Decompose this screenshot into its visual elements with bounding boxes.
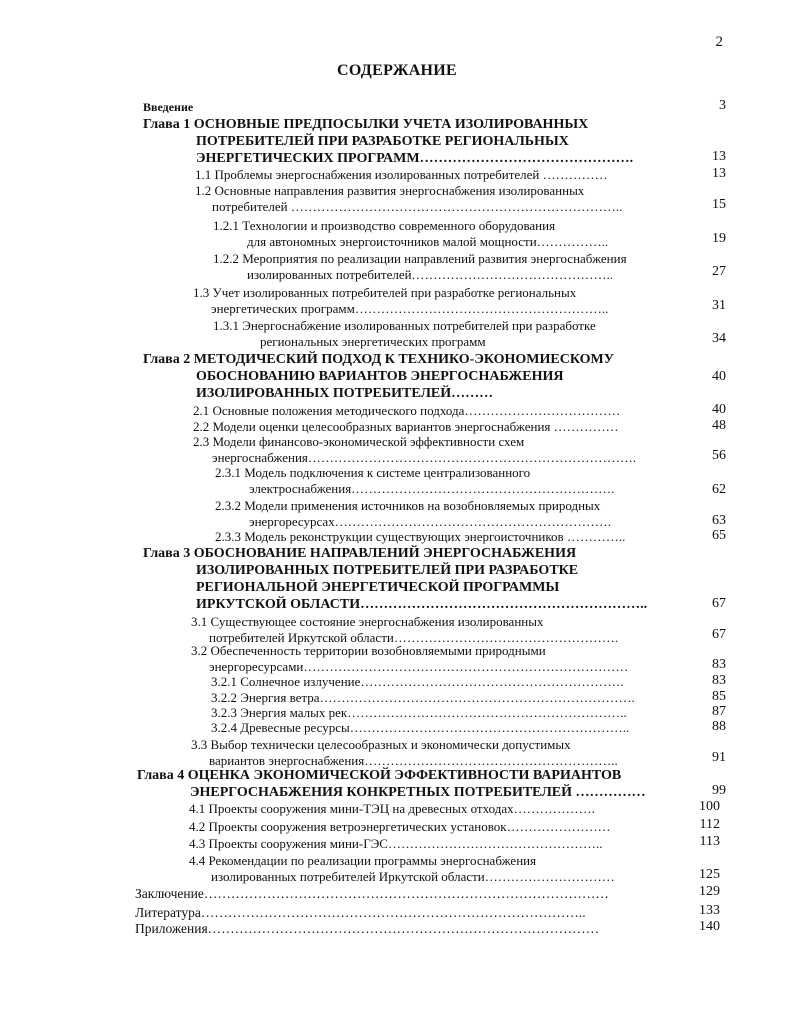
toc-section-3-2-3 [211, 705, 627, 721]
toc-entry-text: ПОТРЕБИТЕЛЕЙ ПРИ РАЗРАБОТКЕ РЕГИОНАЛЬНЫХ [196, 134, 569, 149]
toc-entry-text: 3.2.4 Древесные ресурсы……………………………………………………….. [211, 720, 630, 735]
toc-entry-text: 3.1 Существующее состояние энергоснабжения изолированных [191, 614, 544, 629]
toc-entry-text: энергоресурсами………………………………………………………………… [209, 659, 629, 674]
toc-section-1-2-1 [213, 218, 608, 250]
toc-entry-text: Глава 4 ОЦЕНКА ЭКОНОМИЧЕСКОЙ ЭФФЕКТИВНОСТИ ВАРИАНТОВ [137, 768, 622, 783]
toc-section-4-3 [189, 836, 602, 852]
toc-page-number: 88 [712, 719, 726, 734]
toc-page-number: 40 [712, 402, 726, 417]
toc-section-3-1 [191, 614, 618, 646]
toc-entry-text: 1.2.2 Мероприятия по реализации направлений развития энергоснабжения [213, 251, 627, 266]
toc-entry-text: 1.2 Основные направления развития энергоснабжения изолированных [195, 183, 585, 198]
toc-section-3-2-1 [211, 674, 624, 690]
toc-page-number: 31 [712, 298, 726, 313]
toc-section-2-3-1 [215, 465, 614, 497]
toc-entry-text: Приложения…………………………………………………………………………… [135, 921, 600, 936]
toc-entry-text: вариантов энергоснабжения………………………………………………….. [209, 753, 618, 768]
toc-entry-text: потребителей ………………………………………………………………….. [212, 199, 623, 214]
toc-entry-text: 3.2.2 Энергия ветра………………………………………………………………. [211, 690, 635, 705]
toc-entry-text: ОБОСНОВАНИЮ ВАРИАНТОВ ЭНЕРГОСНАБЖЕНИЯ [196, 369, 564, 384]
toc-entry-text: ИЗОЛИРОВАННЫХ ПОТРЕБИТЕЛЕЙ……… [196, 386, 494, 401]
toc-page-number: 65 [712, 528, 726, 543]
page-number: 2 [715, 34, 723, 50]
toc-page-number: 91 [712, 750, 726, 765]
toc-entry-text: изолированных потребителей Иркутской области………………………… [211, 869, 615, 884]
toc-page-number: 3 [719, 98, 726, 113]
toc-page-number: 19 [712, 231, 726, 246]
toc-section-4-2 [189, 819, 611, 835]
toc-section-1-2-2 [213, 251, 627, 283]
toc-entry-text: Глава 2 МЕТОДИЧЕСКИЙ ПОДХОД К ТЕХНИКО-ЭКОНОМИЕСКОМУ [143, 352, 615, 367]
toc-entry-text: электроснабжения……………………………………………………. [249, 481, 615, 496]
toc-section-2-3-3 [215, 529, 625, 545]
page-title: СОДЕРЖАНИЕ [336, 62, 458, 79]
toc-section-3-2-2 [211, 690, 635, 706]
toc-entry-text: 3.2.1 Солнечное излучение……………………………………………………. [211, 674, 624, 689]
toc-entry-text: РЕГИОНАЛЬНОЙ ЭНЕРГЕТИЧЕСКОЙ ПРОГРАММЫ [196, 580, 560, 595]
toc-section-4-4 [189, 853, 615, 885]
toc-page-number: 63 [712, 513, 726, 528]
toc-entry-text: энергоресурсах………………………………………………………. [249, 514, 611, 529]
toc-entry-text: изолированных потребителей……………………………………….. [247, 267, 614, 282]
toc-entry-text: 2.3 Модели финансово-экономической эффективности схем [193, 434, 525, 449]
toc-entry-text: 4.2 Проекты сооружения ветроэнергетических установок…………………… [189, 819, 611, 834]
toc-entry-text: для автономных энергоисточников малой мощности…………….. [247, 234, 609, 249]
toc-entry-text: 1.3.1 Энергоснабжение изолированных потребителей при разработке [213, 318, 596, 333]
toc-page-number: 67 [712, 596, 726, 611]
toc-entry-text: 1.2.1 Технологии и производство современного оборудования [213, 218, 556, 233]
toc-entry-text: 3.2.3 Энергия малых рек……………………………………………………….. [211, 705, 627, 720]
toc-page-number: 62 [712, 482, 726, 497]
toc-page-number: 133 [699, 903, 720, 918]
toc-page-number: 27 [712, 264, 726, 279]
toc-section-1-3 [193, 285, 608, 317]
toc-page-number: 13 [712, 166, 726, 181]
toc-section-2-1 [193, 403, 620, 419]
toc-entry-text: Введение [143, 100, 194, 114]
toc-page-number: 100 [699, 799, 720, 814]
toc-entry-text: 2.1 Основные положения методического подхода……………………………… [193, 403, 621, 418]
toc-section-4-1 [189, 801, 595, 817]
toc-entry-text: 1.3 Учет изолированных потребителей при разработке региональных [193, 285, 577, 300]
toc-entry-references [135, 905, 586, 921]
toc-page-number: 85 [712, 689, 726, 704]
toc-page-number: 112 [699, 817, 720, 832]
toc-section-2-3-2 [215, 498, 611, 530]
toc-section-3-2 [191, 643, 628, 675]
toc-section-3-2-4 [211, 720, 629, 736]
toc-entry-text: ЭНЕРГОСНАБЖЕНИЯ КОНКРЕТНЫХ ПОТРЕБИТЕЛЕЙ …………… [190, 785, 646, 800]
toc-chapter-1 [143, 116, 633, 167]
toc-page-number: 56 [712, 448, 726, 463]
toc-page-number: 48 [712, 418, 726, 433]
toc-entry-text: 4.1 Проекты сооружения мини-ТЭЦ на древесных отходах………………. [189, 801, 595, 816]
toc-entry-appendices [135, 921, 599, 937]
toc-entry-text: региональных энергетических программ [260, 334, 486, 349]
toc-page-number: 67 [712, 627, 726, 642]
toc-page-number: 34 [712, 331, 726, 346]
toc-entry-text: 4.4 Рекомендации по реализации программы энергоснабжения [189, 853, 537, 868]
toc-page-number: 87 [712, 704, 726, 719]
toc-entry-text: Глава 3 ОБОСНОВАНИЕ НАПРАВЛЕНИЙ ЭНЕРГОСНАБЖЕНИЯ [143, 546, 577, 561]
toc-entry-text: ИЗОЛИРОВАННЫХ ПОТРЕБИТЕЛЕЙ ПРИ РАЗРАБОТКЕ [196, 563, 579, 578]
toc-entry-text: Глава 1 ОСНОВНЫЕ ПРЕДПОСЫЛКИ УЧЕТА ИЗОЛИРОВАННЫХ [143, 117, 589, 132]
toc-chapter-2 [143, 351, 614, 402]
toc-page-number: 83 [712, 657, 726, 672]
toc-page-number: 125 [699, 867, 720, 882]
toc-entry-text: ИРКУТСКОЙ ОБЛАСТИ…………………………………………………….. [196, 597, 648, 612]
toc-entry-text: 3.2 Обеспеченность территории возобновляемыми природными [191, 643, 546, 658]
toc-page-number: 15 [712, 197, 726, 212]
toc-entry-text: 4.3 Проекты сооружения мини-ГЭС………………………………………….. [189, 836, 603, 851]
toc-chapter-3 [143, 545, 647, 613]
toc-entry-text: энергетических программ………………………………………………….. [211, 301, 609, 316]
toc-entry-text: ЭНЕРГЕТИЧЕСКИХ ПРОГРАММ………………………………………. [196, 151, 634, 166]
toc-section-1-2 [195, 183, 622, 215]
toc-entry-text: Литература………………………………………………………………………….. [135, 905, 586, 920]
toc-entry-text: 2.3.2 Модели применения источников на возобновляемых природных [215, 498, 601, 513]
toc-page-number: 83 [712, 673, 726, 688]
toc-section-1-3-1 [213, 318, 596, 350]
toc-page-number: 40 [712, 369, 726, 384]
toc-entry-text: потребителей Иркутской области……………………………………………. [209, 630, 619, 645]
toc-page-number: 113 [699, 834, 720, 849]
toc-page-number: 13 [712, 149, 726, 164]
toc-section-3-3 [191, 737, 618, 769]
toc-entry-text: 2.3.3 Модель реконструкции существующих энергоисточников ………….. [215, 529, 626, 544]
toc-page-number: 129 [699, 884, 720, 899]
toc-page-number: 99 [712, 783, 726, 798]
toc-section-2-2 [193, 419, 619, 435]
toc-entry-text: 2.3.1 Модель подключения к системе централизованного [215, 465, 531, 480]
toc-entry-text: 1.1 Проблемы энергоснабжения изолированных потребителей …………… [195, 167, 608, 182]
toc-entry-text: 2.2 Модели оценки целесообразных вариантов энергоснабжения …………… [193, 419, 619, 434]
toc-chapter-4 [137, 767, 646, 801]
toc-section-2-3 [193, 434, 636, 466]
toc-entry-text: 3.3 Выбор технически целесообразных и экономически допустимых [191, 737, 571, 752]
toc-section-1-1 [195, 167, 608, 183]
toc-entry-text: энергоснабжения…………………………………………………………………. [212, 450, 637, 465]
toc-page-number: 140 [699, 919, 720, 934]
toc-entry-conclusion [135, 886, 609, 902]
toc-entry-introduction [143, 99, 193, 115]
toc-entry-text: Заключение……………………………………………………………………………… [135, 886, 609, 901]
